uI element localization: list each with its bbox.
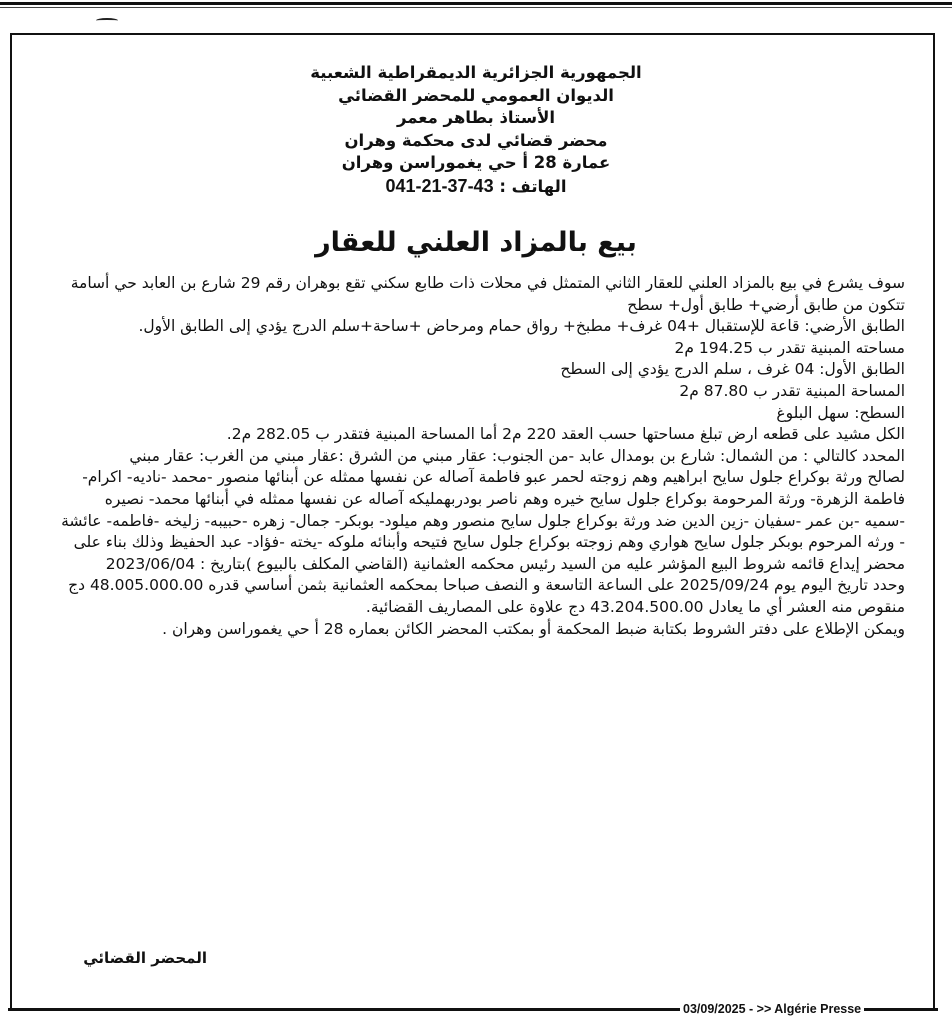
signature-bailiff: المحضر القضائي — [83, 949, 207, 967]
notice-title: بيع بالمزاد العلني للعقار — [315, 227, 637, 258]
top-thick-line — [0, 2, 952, 5]
paragraph-property-description: سوف يشرع في بيع بالمزاد العلني للعقار الثاني المتمثل في محلات ذات طابع سكني تقع بوهران رقم 29 شارع بن العابد حي أسامة تتكون من طابق أرضي+ طابق أول+ سطح — [70, 274, 905, 314]
paragraph-roof: السطح: سهل البلوغ — [776, 403, 905, 422]
letterhead — [120, 62, 832, 198]
header-court: محضر قضائي لدى محكمة وهران — [344, 130, 608, 150]
paragraph-land-area: الكل مشيد على قطعه ارض تبلغ مساحتها حسب العقد 220 م2 أما المساحة المبنية فتقدر ب 282.05 م2. — [226, 425, 905, 444]
top-border-rule — [0, 0, 952, 8]
paragraph-parties: لصالح ورثة بوكراع جلول سايح ابراهيم وهم زوجته لحمر عبو فاطمة آصاله عن نفسها ممثله عن أبنائها منصور -محمد -ناديه- اكرام- فاطمة الزهرة- ورثة المرحومة بوكراع جلول سايح خيره وهم ناصر بودربهمليكه آصاله عن نفسها ممثله في أبنائها محمد- نصيره -سميه -بن عمر -سفيان -زين الدين ضد ورثة بوكراع جلول سايح منصور وهم ميلود- بوبكر- جمال- زهره -حبيبه- زليخه -فاطمه- عائشة - ورثه المرحوم بوبكر جلول سايح هواري وهم زوجته بوكراع جلول سايح فتيحه وأبنائه ملوكه -يخته -فؤاد- عبد الحفيظ وذلك بناء على محضر إيداع قائمه شروط البيع المؤشر عليه من السيد رئيس محكمه العثمانية (القاضي المكلف بالبيوع )بتاريخ : 2023/06/04 — [61, 468, 905, 573]
phone-number: 041-21-37-43 — [385, 175, 494, 196]
notice-body — [60, 273, 905, 640]
top-thin-line — [0, 7, 952, 8]
paragraph-first-floor-area: المساحة المبنية تقدر ب 87.80 م2 — [679, 381, 905, 400]
header-phone — [120, 175, 832, 199]
paragraph-boundaries: المحدد كالتالي : من الشمال: شارع بن بومدال عابد -من الجنوب: عقار مبني من الشرق :عقار مبني من الغرب: عقار مبني — [129, 446, 905, 465]
header-republic: الجمهورية الجزائرية الديمقراطية الشعبية — [310, 63, 642, 82]
paragraph-ground-floor: الطابق الأرضي: قاعة للإستقبال +04 غرف+ مطبخ+ رواق حمام ومرحاض +ساحة+سلم الدرج يؤدي إلى الطابق الأول. — [138, 317, 905, 336]
pen-stroke-mark — [96, 18, 118, 23]
paragraph-ground-floor-area: مساحته المبنية تقدر ب 194.25 م2 — [674, 338, 905, 357]
footer-source: 03/09/2025 - >> Algérie Presse — [680, 1000, 864, 1018]
header-office: الديوان العمومي للمحضر القضائي — [338, 85, 614, 105]
header-address: عمارة 28 أ حي يغموراسن وهران — [341, 153, 611, 172]
header-bailiff-name: الأستاذ بطاهر معمر — [396, 108, 556, 127]
paragraph-first-floor: الطابق الأول: 04 غرف ، سلم الدرج يؤدي إلى السطح — [560, 360, 905, 379]
paragraph-consultation: ويمكن الإطلاع على دفتر الشروط بكتابة ضبط المحكمة أو بمكتب المحضر الكائن بعماره 28 أ حي يغموراسن وهران . — [162, 619, 905, 638]
phone-label: الهاتف : — [499, 176, 567, 196]
paragraph-auction-date-price: وحدد تاريخ اليوم يوم 2025/09/24 على الساعة التاسعة و النصف صباحا بمحكمه العثمانية بثمن أساسي قدره 48.005.000.00 دج منقوص منه العشر أي ما يعادل 43.204.500.00 دج علاوة على المصاريف القضائية. — [68, 576, 905, 616]
